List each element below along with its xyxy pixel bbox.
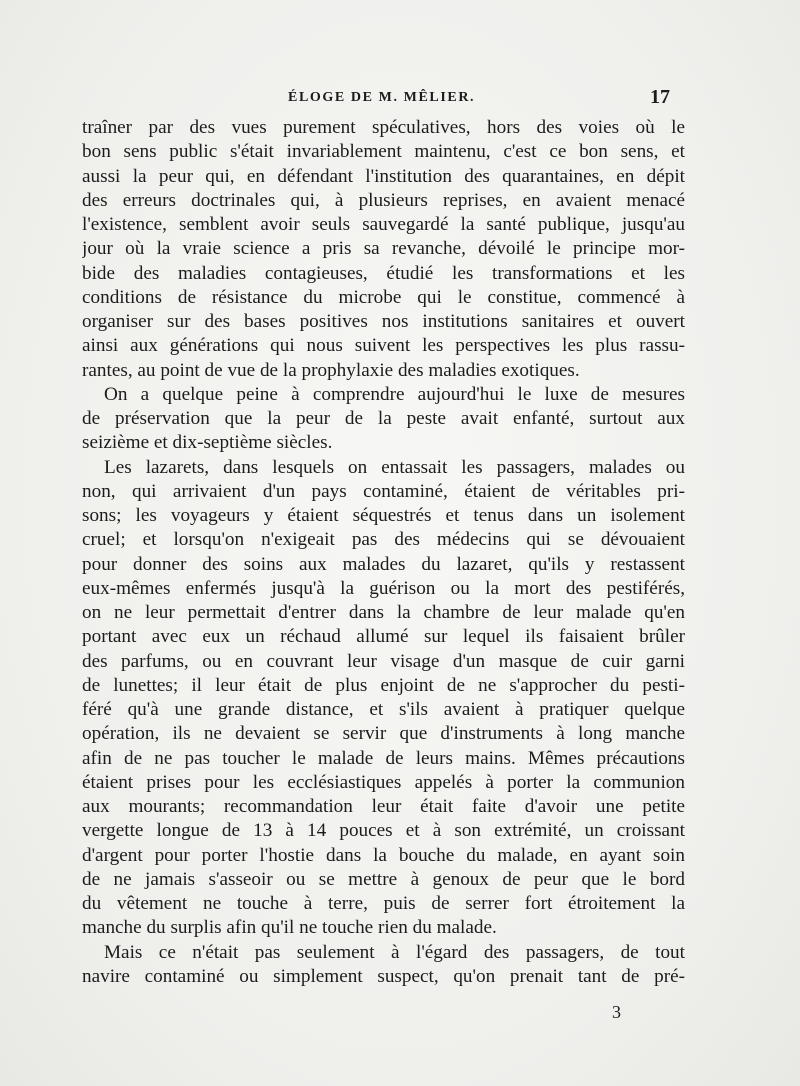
text-line: d'argent pour porter l'hostie dans la bouche du malade, en ayant soin <box>82 844 685 866</box>
paragraph-start: Mais ce n'était pas seulement à l'égard des passagers, de tout <box>104 941 685 963</box>
text-line: l'existence, semblent avoir seuls sauvegardé la santé publique, jusqu'au <box>82 214 685 235</box>
text-line: on ne leur permettait d'entrer dans la chambre de leur malade qu'en <box>82 602 685 623</box>
text-line: seizième et dix-septième siècles. <box>82 432 333 454</box>
text-line: navire contaminé ou simplement suspect, qu'on prenait tant de pré- <box>82 965 685 987</box>
text-line: bide des maladies contagieuses, étudié les transformations et les <box>82 262 685 284</box>
text-line: étaient prises pour les ecclésiastiques appelés à porter la communion <box>82 771 685 793</box>
text-line: manche du surplis afin qu'il ne touche rien du malade. <box>82 917 497 939</box>
text-line: sons; les voyageurs y étaient séquestrés et tenus dans un isolement <box>82 505 685 526</box>
text-line: portant avec eux un réchaud allumé sur lequel ils faisaient brûler <box>82 626 685 648</box>
running-title: ÉLOGE DE M. MÊLIER. <box>288 90 476 105</box>
text-line: de lunettes; il leur était de plus enjoint de ne s'approcher du pesti- <box>82 674 685 696</box>
text-line: des erreurs doctrinales qui, à plusieurs reprises, en avaient menacé <box>82 189 685 211</box>
text-line: bon sens public s'était invariablement maintenu, c'est ce bon sens, et <box>82 141 685 163</box>
paragraph-start: Les lazarets, dans lesquels on entassait les passagers, malades ou <box>104 456 685 478</box>
body-text <box>82 116 685 989</box>
text-line: rantes, au point de vue de la prophylaxie des maladies exotiques. <box>82 359 580 381</box>
paragraph-start: On a quelque peine à comprendre aujourd'hui le luxe de mesures <box>104 383 685 405</box>
text-line: de préservation que la peur de la peste avait enfanté, surtout aux <box>82 408 685 429</box>
text-line: pour donner des soins aux malades du lazaret, qu'ils y restassent <box>82 553 685 575</box>
text-line: jour où la vraie science a pris sa revanche, dévoilé le principe mor- <box>82 238 685 260</box>
text-line: vergette longue de 13 à 14 pouces et à son extrémité, un croissant <box>82 820 685 842</box>
text-line: aussi la peur qui, en défendant l'institution des quarantaines, en dépit <box>82 165 685 187</box>
text-line: des parfums, ou en couvrant leur visage d'un masque de cuir garni <box>82 650 685 672</box>
text-line: eux-mêmes enfermés jusqu'à la guérison ou la mort des pestiférés, <box>82 577 685 599</box>
text-line: non, qui arrivaient d'un pays contaminé, étaient de véritables pri- <box>82 480 685 502</box>
text-line: opération, ils ne devaient se servir que d'instruments à long manche <box>82 723 685 745</box>
text-line: conditions de résistance du microbe qui le constitue, commencé à <box>82 286 685 308</box>
text-line: ainsi aux générations qui nous suivent les perspectives les plus rassu- <box>82 335 685 357</box>
text-line: cruel; et lorsqu'on n'exigeait pas des médecins qui se dévouaient <box>82 529 685 551</box>
text-line: de ne jamais s'asseoir ou se mettre à genoux de peur que le bord <box>82 868 685 890</box>
signature-mark: 3 <box>612 1002 621 1022</box>
text-line: traîner par des vues purement spéculatives, hors des voies où le <box>82 117 685 138</box>
text-line: afin de ne pas toucher le malade de leurs mains. Mêmes précautions <box>82 747 685 769</box>
text-line: du vêtement ne touche à terre, puis de serrer fort étroitement la <box>82 893 685 914</box>
text-line: féré qu'à une grande distance, et s'ils avaient à pratiquer quelque <box>82 699 685 720</box>
text-line: aux mourants; recommandation leur était faite d'avoir une petite <box>82 796 685 817</box>
running-header <box>0 86 800 110</box>
page-number: 17 <box>650 86 670 108</box>
text-line: organiser sur des bases positives nos institutions sanitaires et ouvert <box>82 311 685 332</box>
